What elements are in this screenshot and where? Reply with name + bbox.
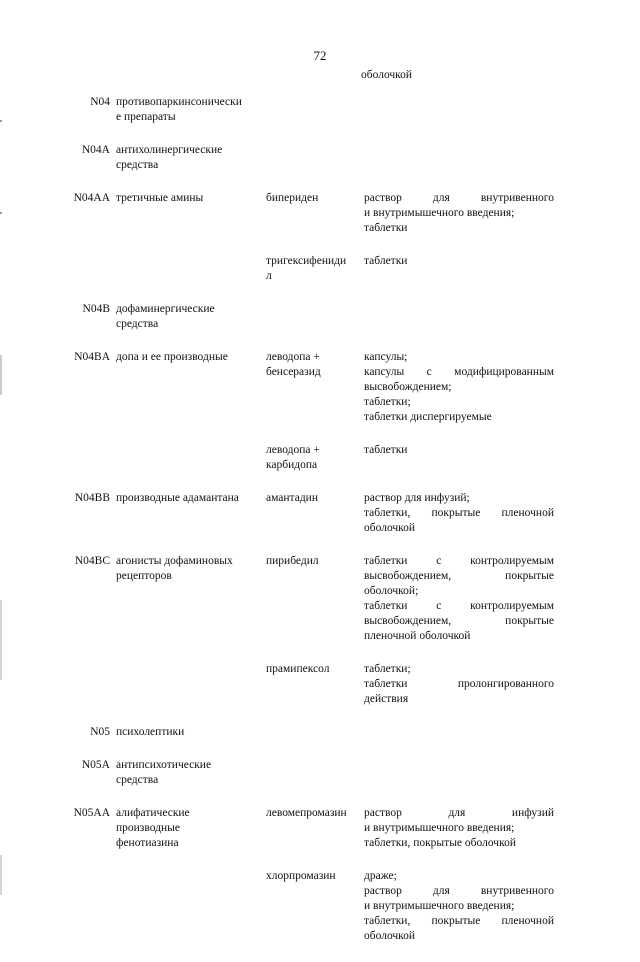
group-line: е препараты (116, 111, 176, 123)
dosage-form-line (364, 629, 554, 644)
dosage-form-word: и внутримышечного введения; (364, 900, 515, 912)
drug-name (266, 758, 364, 806)
table-row (62, 758, 558, 806)
anatomical-therapeutic-group (116, 350, 266, 443)
dosage-form-line (364, 677, 554, 692)
dosage-form-line (364, 914, 554, 929)
group-line: дофаминергические (116, 303, 215, 315)
dosage-form-line (364, 254, 554, 269)
drug-name (266, 143, 364, 191)
drug-name (266, 350, 364, 443)
dosage-form-line (364, 584, 554, 599)
dosage-form-word: таблетки, (364, 915, 411, 927)
anatomical-therapeutic-group (116, 869, 266, 962)
drug-name-line: леводопа + (266, 351, 320, 363)
anatomical-therapeutic-group (116, 143, 266, 191)
dosage-form-word: оболочкой (364, 930, 416, 942)
dosage-form-word: внутривенного (480, 192, 554, 204)
atc-code: N05AA (73, 807, 110, 819)
dosage-form-word: оболочкой; (364, 585, 419, 597)
anatomical-therapeutic-group (116, 191, 266, 254)
dosage-form (364, 95, 558, 143)
dosage-form-word: покрытые (505, 615, 554, 627)
dosage-form-word: и внутримышечного введения; (364, 822, 515, 834)
group-line: средства (116, 318, 159, 330)
table-row (62, 254, 558, 302)
group-line: третичные амины (116, 192, 204, 204)
table-row (62, 143, 558, 191)
drug-name-line: бенсеразид (266, 366, 321, 378)
dosage-form-word: раствор (364, 885, 402, 897)
dosage-form-word: драже; (364, 870, 397, 882)
continued-dosage-form: оболочкой (361, 69, 413, 81)
dosage-form (364, 350, 558, 443)
drug-name-line: амантадин (266, 492, 318, 504)
dosage-form (364, 662, 558, 725)
dosage-form-line (364, 899, 554, 914)
drug-name-line: бипериден (266, 192, 319, 204)
dosage-form-line (364, 599, 554, 614)
group-line: противопаркинсонически (116, 96, 242, 108)
anatomical-therapeutic-group (116, 758, 266, 806)
group-line: агонисты дофаминовых (116, 555, 233, 567)
dosage-form-word: таблетки; (364, 396, 411, 408)
dosage-form-line (364, 806, 554, 821)
drug-name (266, 662, 364, 725)
drug-name (266, 869, 364, 962)
dosage-form (364, 302, 558, 350)
dosage-form-line (364, 662, 554, 677)
dosage-form-line (364, 692, 554, 707)
table-row (62, 806, 558, 869)
dosage-form (364, 869, 558, 962)
dosage-form-word: таблетки; (364, 663, 411, 675)
dosage-form-word: таблетки (364, 555, 408, 567)
drug-name (266, 806, 364, 869)
dosage-form (364, 443, 558, 491)
scan-margin-mark (0, 212, 2, 214)
dosage-form-line (364, 521, 554, 536)
dosage-form-word: высвобождением; (364, 381, 452, 393)
dosage-form-word: таблетки, покрытые оболочкой (364, 837, 516, 849)
table-row (62, 725, 558, 758)
group-line: производные адамантана (116, 492, 239, 504)
dosage-form-word: для (432, 192, 450, 204)
anatomical-therapeutic-group (116, 95, 266, 143)
atc-code (62, 869, 116, 962)
atc-code: N04BC (74, 555, 110, 567)
dosage-form-line (364, 506, 554, 521)
scan-margin-mark (0, 355, 2, 395)
dosage-form-word: контролируемым (470, 600, 554, 612)
dosage-form-word: высвобождением, (364, 615, 452, 627)
drug-name-line: леводопа + (266, 444, 320, 456)
atc-code: N04AA (73, 192, 110, 204)
drug-name (266, 95, 364, 143)
drug-name (266, 443, 364, 491)
table-row (62, 554, 558, 662)
group-line: средства (116, 159, 159, 171)
scan-margin-mark (0, 600, 2, 680)
dosage-form-word: таблетки (364, 678, 408, 690)
dosage-form-word: модифицированным (454, 366, 554, 378)
dosage-form-line (364, 191, 554, 206)
table-row (62, 869, 558, 962)
dosage-form-word: капсулы; (364, 351, 408, 363)
anatomical-therapeutic-group (116, 254, 266, 302)
drug-name (266, 254, 364, 302)
drug-name-line: левомепромазин (266, 807, 347, 819)
drug-name-line: л (266, 270, 272, 282)
dosage-form-word: покрытые (505, 570, 554, 582)
dosage-form-word: и внутримышечного введения; (364, 207, 515, 219)
drug-name (266, 302, 364, 350)
atc-code: N04B (82, 303, 110, 315)
dosage-form-line (364, 443, 554, 458)
dosage-form (364, 554, 558, 662)
dosage-form-word: действия (364, 693, 409, 705)
dosage-form-line (364, 836, 554, 851)
anatomical-therapeutic-group (116, 443, 266, 491)
dosage-form (364, 806, 558, 869)
dosage-form-line (364, 554, 554, 569)
dosage-form-word: покрытые (431, 915, 481, 927)
table-row (62, 302, 558, 350)
dosage-form-word: таблетки (364, 444, 408, 456)
drug-name-line: пирибедил (266, 555, 319, 567)
dosage-form-line (364, 395, 554, 410)
atc-code: N04A (81, 144, 110, 156)
table-row (62, 662, 558, 725)
dosage-form-line (364, 350, 554, 365)
group-line: антихолинергические (116, 144, 223, 156)
dosage-form-line (364, 365, 554, 380)
anatomical-therapeutic-group (116, 302, 266, 350)
dosage-form-line (364, 884, 554, 899)
dosage-form-word: раствор (364, 807, 402, 819)
scan-margin-mark (0, 120, 2, 122)
group-line: рецепторов (116, 570, 172, 582)
dosage-form-word: пролонгированного (457, 678, 554, 690)
atc-code: N04 (90, 96, 110, 108)
dosage-form-word: высвобождением, (364, 570, 452, 582)
atc-code: N04BA (74, 351, 110, 363)
dosage-form-word: раствор для инфузий; (364, 492, 470, 504)
table-row (62, 491, 558, 554)
group-line: психолептики (116, 726, 185, 738)
atc-code: N05A (81, 759, 110, 771)
dosage-form (364, 143, 558, 191)
drug-name-line: прамипексол (266, 663, 330, 675)
drug-name (266, 191, 364, 254)
group-line: фенотиазина (116, 837, 179, 849)
drug-name-line: хлорпромазин (266, 870, 336, 882)
dosage-form-line (364, 614, 554, 629)
group-line: производные (116, 822, 180, 834)
dosage-form-line (364, 569, 554, 584)
drug-name (266, 491, 364, 554)
dosage-form (364, 758, 558, 806)
dosage-form-word: пленочной оболочкой (364, 630, 471, 642)
scan-margin-mark (0, 855, 2, 895)
dosage-form-line (364, 869, 554, 884)
dosage-form-word: пленочной (501, 915, 554, 927)
dosage-form-line (364, 221, 554, 236)
anatomical-therapeutic-group (116, 662, 266, 725)
dosage-form-word: для (448, 807, 466, 819)
group-line: антипсихотические (116, 759, 212, 771)
anatomical-therapeutic-group (116, 491, 266, 554)
dosage-form-word: для (432, 885, 450, 897)
dosage-form-line (364, 821, 554, 836)
dosage-form-line (364, 380, 554, 395)
dosage-form-word: капсулы (364, 366, 405, 378)
atc-code: N05 (90, 726, 110, 738)
atc-code (62, 662, 116, 725)
dosage-form-word: с (436, 600, 442, 612)
dosage-form-word: таблетки (364, 222, 408, 234)
dosage-form-word: оболочкой (364, 522, 416, 534)
table-row (62, 443, 558, 491)
dosage-form-word: с (436, 555, 442, 567)
drug-name-line: карбидопа (266, 459, 318, 471)
anatomical-therapeutic-group (116, 806, 266, 869)
atc-code (62, 254, 116, 302)
dosage-form-word: таблетки, (364, 507, 411, 519)
anatomical-therapeutic-group (116, 725, 266, 758)
drug-classification-table (62, 95, 558, 962)
table-row (62, 191, 558, 254)
dosage-form-word: таблетки диспергируемые (364, 411, 492, 423)
dosage-form (364, 491, 558, 554)
dosage-form-word: инфузий (511, 807, 554, 819)
dosage-form-line (364, 491, 554, 506)
group-line: алифатические (116, 807, 190, 819)
dosage-form-word: таблетки (364, 255, 408, 267)
table-row (62, 350, 558, 443)
anatomical-therapeutic-group (116, 554, 266, 662)
atc-code (62, 443, 116, 491)
dosage-form (364, 191, 558, 254)
dosage-form-word: покрытые (431, 507, 481, 519)
dosage-form-line (364, 929, 554, 944)
dosage-form-word: контролируемым (470, 555, 554, 567)
dosage-form-word: таблетки (364, 600, 408, 612)
atc-code: N04BB (74, 492, 110, 504)
page-number: 72 (313, 48, 327, 63)
dosage-form-word: пленочной (501, 507, 554, 519)
group-line: допа и ее производные (116, 351, 228, 363)
drug-name (266, 554, 364, 662)
dosage-form-word: внутривенного (480, 885, 554, 897)
dosage-form (364, 254, 558, 302)
dosage-form-word: раствор (364, 192, 402, 204)
drug-name-line: тригексифениди (266, 255, 347, 267)
group-line: средства (116, 774, 159, 786)
drug-name (266, 725, 364, 758)
dosage-form-word: с (426, 366, 432, 378)
table-row (62, 95, 558, 143)
dosage-form-line (364, 410, 554, 425)
dosage-form-line (364, 206, 554, 221)
dosage-form (364, 725, 558, 758)
